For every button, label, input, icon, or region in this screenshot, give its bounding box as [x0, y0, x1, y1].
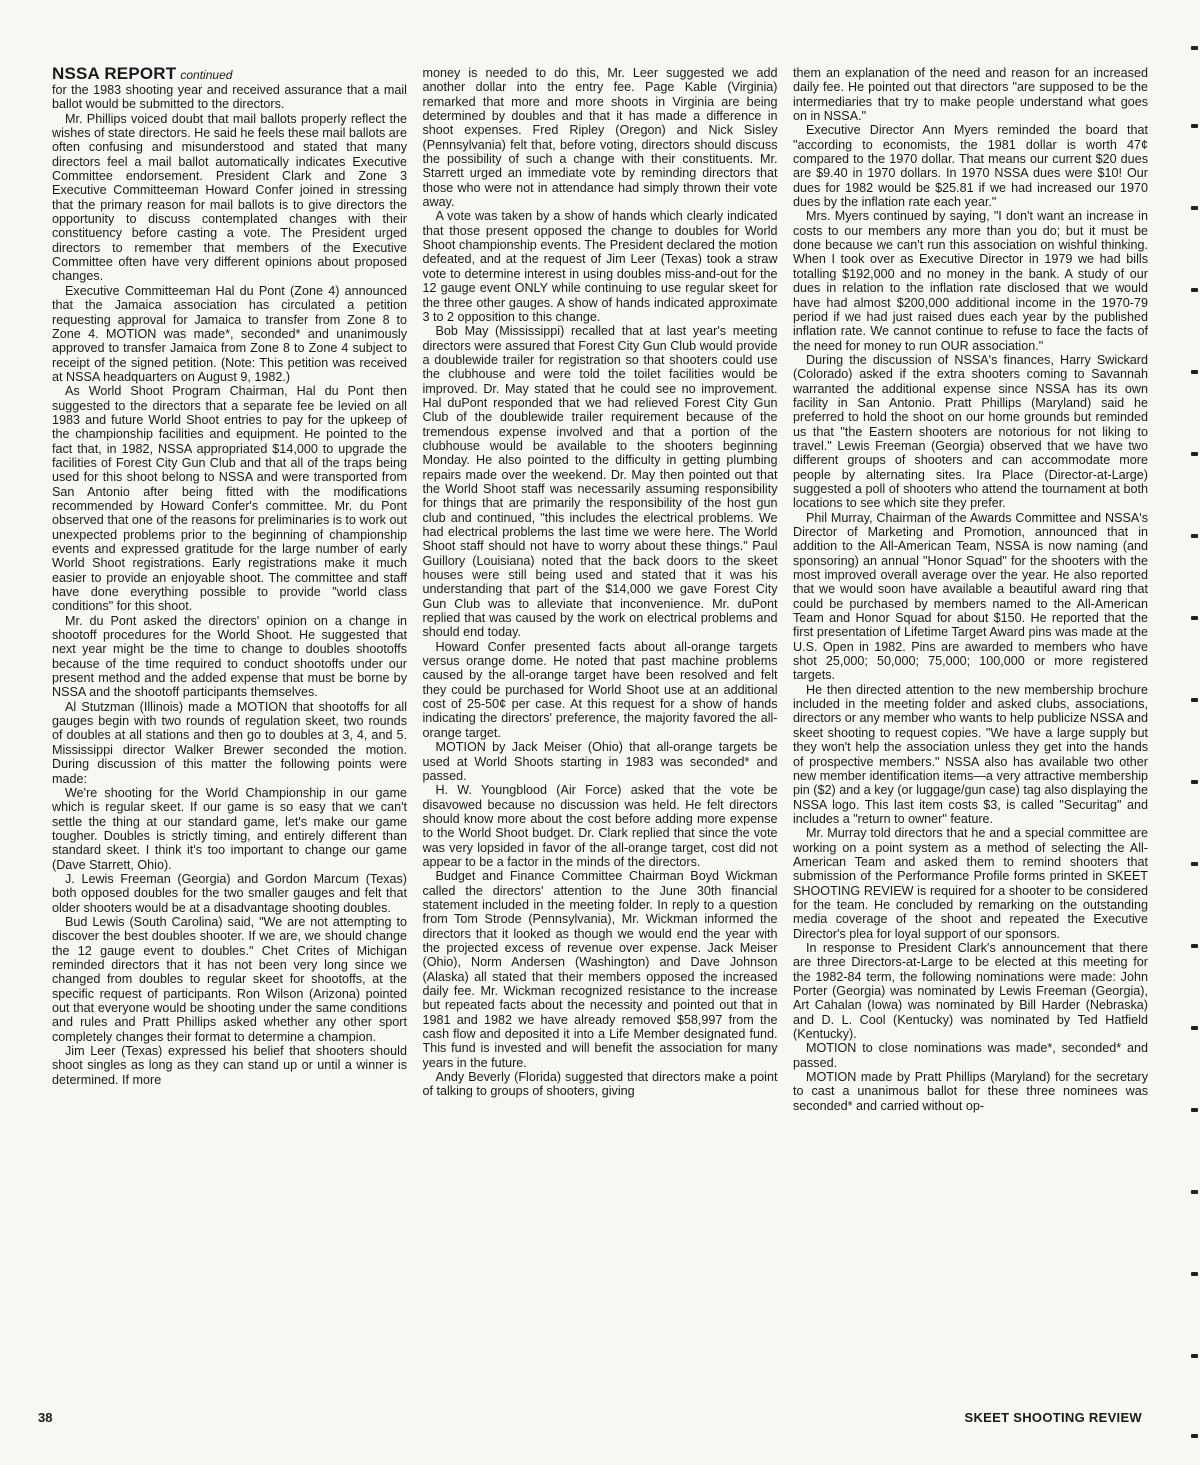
column-3: [793, 66, 1148, 1376]
edge-mark: [1191, 780, 1198, 784]
article-page: [52, 66, 1148, 1376]
publication-name: SKEET SHOOTING REVIEW: [964, 1410, 1142, 1425]
paragraph: He then directed attention to the new membership brochure included in the meeting folder and asked clubs, associations, directors or any member who wants to help publicize NSSA and skeet shooting to request copies. "We have a large supply but they won't help the association unless they get into the hands of prospective members." NSSA also has available two other new member identification items—a very attractive membership pin ($2) and a key (or luggage/gun case) tag also displaying the NSSA logo. This last item costs $3, is called "Securitag" and includes a "return to owner" feature.: [793, 682, 1148, 826]
paragraph: Bud Lewis (South Carolina) said, "We are not attempting to discover the best doubles shooter. If we are, we should change the 12 gauge event to doubles." Chet Crites of Michigan reminded directors that it has not been very long since we changed from doubles to regular skeet for shootoffs, at the specific request of participants. Ron Wilson (Arizona) pointed out that everyone would be shooting under the same conditions and rules and Pratt Phillips asked whether any other sport completely changes their format to determine a champion.: [52, 914, 407, 1044]
paragraph: Phil Murray, Chairman of the Awards Committee and NSSA's Director of Marketing and Promotion, announced that in addition to the All-American Team, NSSA is now naming (and sponsoring) an annual "Honor Squad" for the shooters with the most improved overall average over the year. He also reported that we would soon have available a beautiful award ring that could be purchased by members named to the All-American Team and Honor Squad for about $150. He reported that the first presentation of Lifetime Target Award pins was made at the U.S. Open in 1982. Pins are awarded to members who have shot 25,000; 50,000; 75,000; 100,000 or more registered targets.: [793, 510, 1148, 683]
column-1: [52, 66, 407, 1376]
paragraph: MOTION by Jack Meiser (Ohio) that all-orange targets be used at World Shoots starting in 1983 was seconded* and passed.: [422, 740, 778, 783]
paragraph: Mr. Murray told directors that he and a special committee are working on a point system as a method of selecting the All-American Team and asked them to remind shooters that submission of the Performance Profile forms printed in SKEET SHOOTING REVIEW is required for a shooter to be considered for the team. He concluded by remarking on the outstanding media coverage of the shoot and repeated the Executive Director's plea for loyal support of our sponsors.: [793, 826, 1148, 941]
paragraph: Executive Committeeman Hal du Pont (Zone 4) announced that the Jamaica association has circulated a petition requesting approval for Jamaica to transfer from Zone 8 to Zone 4. MOTION was made*, seconded* and unanimously approved to transfer Jamaica from Zone 8 to Zone 4 subject to receipt of the signed petition. (Note: This petition was received at NSSA headquarters on August 9, 1982.): [52, 283, 407, 384]
paragraph: Al Stutzman (Illinois) made a MOTION that shootoffs for all gauges begin with two rounds of regulation skeet, two rounds of doubles at all stations and then go to doubles at 3, 4, and 5. Mississippi director Walker Brewer seconded the motion. During discussion of this matter the following points were made:: [52, 699, 407, 786]
paragraph: Bob May (Mississippi) recalled that at last year's meeting directors were assured that Forest City Gun Club would provide a doublewide trailer for registration so that shooters could use the clubhouse and were told the toilet facilities would be improved. Dr. May stated that he could see no improvement. Hal duPont responded that we had relieved Forest City Gun Club of the doublewide trailer requirement because of the tremendous expense involved and that a portion of the clubhouse would be available to the shooters beginning Monday. He also pointed to the difficulty in getting plumbing repairs made over the weekend. Dr. May then pointed out that the World Shoot staff was necessarily assuming responsibility for things that are primarily the responsibility of the host gun club and continued, "this includes the electrical problems. We had electrical problems the last time we were here. The World Shoot staff should not have to worry about these things." Paul Guillory (Louisiana) noted that the back doors to the skeet houses were still being used and stated that it was his understanding that part of the $14,000 we gave Forest City Gun Club was to alleviate that inconvenience. Mr. duPont replied that was caused by the work on electrical problems and should end today.: [422, 324, 778, 640]
section-title: NSSA REPORT: [52, 66, 177, 83]
paragraph: Mrs. Myers continued by saying, "I don't want an increase in costs to our members any more than you do; but it must be done because we can't run this association on wishful thinking. When I took over as Executive Director in 1979 we had bills totalling $192,000 and no money in the bank. A study of our dues in relation to the inflation rate disclosed that we would have had almost $200,000 additional income in the 1970-79 period if we had just raised dues each year by the published inflation rate. We cannot continue to refuse to face the facts of the need for money to run OUR association.": [793, 209, 1148, 353]
edge-mark: [1191, 370, 1198, 374]
paragraph: Andy Beverly (Florida) suggested that directors make a point of talking to groups of shooters, giving: [422, 1070, 778, 1099]
scan-edge-marks: [1186, 0, 1200, 1465]
paragraph: Mr. Phillips voiced doubt that mail ballots properly reflect the wishes of state directors. He said he feels these mail ballots are often confusing and misunderstood and stated that many directors feel a mail ballot automatically indicates Executive Committee endorsement. President Clark and Zone 3 Executive Committeeman Howard Confer joined in stressing that the primary reason for mail ballots is to give directors the opportunity to discuss contemplated changes with their constituency before casting a vote. The President urged directors to remember that members of the Executive Committee often have very different opinions about proposed changes.: [52, 111, 407, 284]
paragraph: money is needed to do this, Mr. Leer suggested we add another dollar into the entry fee. Page Kable (Virginia) remarked that more and more shoots in Virginia are being determined by doubles and that it has made a difference in shoot expenses. Fred Ripley (Oregon) and Nick Sisley (Pennsylvania) felt that, before voting, directors should discuss the possibility of such a change with their constituents. Mr. Starrett urged an immediate vote by reminding directors that those who were not in attendance had simply thrown their vote away.: [422, 66, 778, 210]
edge-mark: [1191, 288, 1198, 292]
edge-mark: [1191, 1354, 1198, 1358]
paragraph: Howard Confer presented facts about all-orange targets versus orange dome. He noted that past machine problems caused by the all-orange target have been resolved and felt they could be purchased for World Shoot use at an additional cost of 25-50¢ per case. At this request for a show of hands indicating the directors' preference, the majority favored the all-orange target.: [422, 639, 778, 740]
edge-mark: [1191, 1272, 1198, 1276]
edge-mark: [1191, 1108, 1198, 1112]
edge-mark: [1191, 1190, 1198, 1194]
paragraph: for the 1983 shooting year and received assurance that a mail ballot would be submitted to the directors.: [52, 83, 407, 112]
paragraph: J. Lewis Freeman (Georgia) and Gordon Marcum (Texas) both opposed doubles for the two smaller gauges and felt that older shooters would be at a disadvantage shooting doubles.: [52, 871, 407, 915]
paragraph: In response to President Clark's announcement that there are three Directors-at-Large to be elected at this meeting for the 1982-84 term, the following nominations were made: John Porter (Georgia) was nominated by Lewis Freeman (Georgia), Art Cahalan (Iowa) was nominated by Bill Harder (Nebraska) and D. L. Cool (Kentucky) was nominated by Ted Hatfield (Kentucky).: [793, 940, 1148, 1042]
column-2: [423, 66, 778, 1376]
paragraph: During the discussion of NSSA's finances, Harry Swickard (Colorado) asked if the extra shooters coming to Savannah warranted the additional expense since NSSA has its own facility in San Antonio. Pratt Phillips (Maryland) said he preferred to hold the shoot on our home grounds but reminded us that "the Eastern shooters are notorious for not liking to travel." Lewis Freeman (Georgia) observed that we have two different groups of shooters and can accommodate more people by alternating sites. Ira Place (Director-at-Large) suggested a poll of shooters who attend the tournament at both locations to see which site they prefer.: [793, 352, 1148, 511]
edge-mark: [1191, 534, 1198, 538]
paragraph: them an explanation of the need and reason for an increased daily fee. He pointed out that directors "are supposed to be the intermediaries that try to make people understand what goes on in NSSA.": [793, 66, 1148, 124]
edge-mark: [1191, 944, 1198, 948]
paragraph: A vote was taken by a show of hands which clearly indicated that those present opposed the change to doubles for World Shoot championship events. The President declared the motion defeated, and at the request of Jim Leer (Texas) took a straw vote to determine interest in using doubles miss-and-out for the 12 gauge event ONLY while continuing to use regular skeet for the three other gauges. A show of hands indicated approximate 3 to 2 opposition to this change.: [422, 209, 778, 324]
paragraph: MOTION to close nominations was made*, seconded* and passed.: [793, 1041, 1148, 1070]
paragraph: H. W. Youngblood (Air Force) asked that the vote be disavowed because no discussion was held. He felt directors should know more about the cost before adding more expense to the World Shoot budget. Dr. Clark replied that since the vote was very lopsided in favor of the all-orange target, cost did not appear to be a factor in the minds of the directors.: [422, 783, 778, 869]
paragraph: Budget and Finance Committee Chairman Boyd Wickman called the directors' attention to the June 30th financial statement included in the meeting folder. In reply to a question from Tom Strode (Pennsylvania), Mr. Wickman informed the directors that it looked as though we would end the year with the projected excess of revenue over expense. Jack Meiser (Ohio), Norm Andersen (Washington) and Dave Johnson (Alaska) all stated that their members opposed the increased daily fee. Mr. Wickman recognized resistance to the increase but repeated facts about the necessity and pointed out that in 1981 and 1982 we have already removed $58,997 from the cash flow and deposited it into a Life Member designated fund. This fund is invested and will benefit the association for many years in the future.: [422, 869, 778, 1070]
page-number: 38: [38, 1410, 53, 1425]
paragraph: We're shooting for the World Championship in our game which is regular skeet. If our game is so easy that we can't settle the thing at our standard game, let's make our game tougher. Doubles is strictly timing, and entirely different than standard skeet. I think it's too important to change our game (Dave Starrett, Ohio).: [52, 785, 407, 872]
paragraph: Jim Leer (Texas) expressed his belief that shooters should shoot singles as long as they can stand up or until a winner is determined. If more: [52, 1044, 407, 1087]
paragraph: Executive Director Ann Myers reminded the board that "according to economists, the 1981 dollar is worth 47¢ compared to the 1970 dollar. That means our current $20 dues are $9.40 in 1970 dollars. In 1970 NSSA dues were $10! Our dues for 1982 would be $25.81 if we had increased our 1970 dues by the inflation rate each year.": [793, 123, 1148, 210]
edge-mark: [1191, 1434, 1198, 1438]
section-subtitle: continued: [180, 68, 233, 82]
edge-mark: [1191, 206, 1198, 210]
edge-mark: [1191, 616, 1198, 620]
article-heading: [52, 66, 407, 83]
paragraph: MOTION made by Pratt Phillips (Maryland) for the secretary to cast a unanimous ballot for these three nominees was seconded* and carried without op-: [793, 1070, 1148, 1113]
edge-mark: [1191, 46, 1198, 50]
edge-mark: [1191, 452, 1198, 456]
edge-mark: [1191, 124, 1198, 128]
paragraph: As World Shoot Program Chairman, Hal du Pont then suggested to the directors that a separate fee be levied on all 1983 and future World Shoot entries to pay for the upkeep of the championship facilities and equipment. He pointed to the fact that, in 1982, NSSA appropriated $14,000 to upgrade the facilities of Forest City Gun Club and that all of the traps being used for this shoot belong to NSSA and were transported from San Antonio after being fitted with the modifications recommended by Howard Confer's committee. Mr. du Pont observed that one of the reasons for preliminaries is to work out unexpected problems prior to the beginning of championship events and expressed gratitude for the large number of early World Shoot registrations. Early registrations make it much easier to provide an enjoyable shoot. The committee and staff have done everything possible to provide "world class conditions" for this shoot.: [52, 384, 407, 614]
paragraph: Mr. du Pont asked the directors' opinion on a change in shootoff procedures for the World Shoot. He suggested that next year might be the time to change to doubles shootoffs because of the time required to conduct shootoffs under our present method and the added expense that must be borne by NSSA and the shootoff participants themselves.: [52, 613, 407, 700]
edge-mark: [1191, 1026, 1198, 1030]
edge-mark: [1191, 862, 1198, 866]
edge-mark: [1191, 698, 1198, 702]
